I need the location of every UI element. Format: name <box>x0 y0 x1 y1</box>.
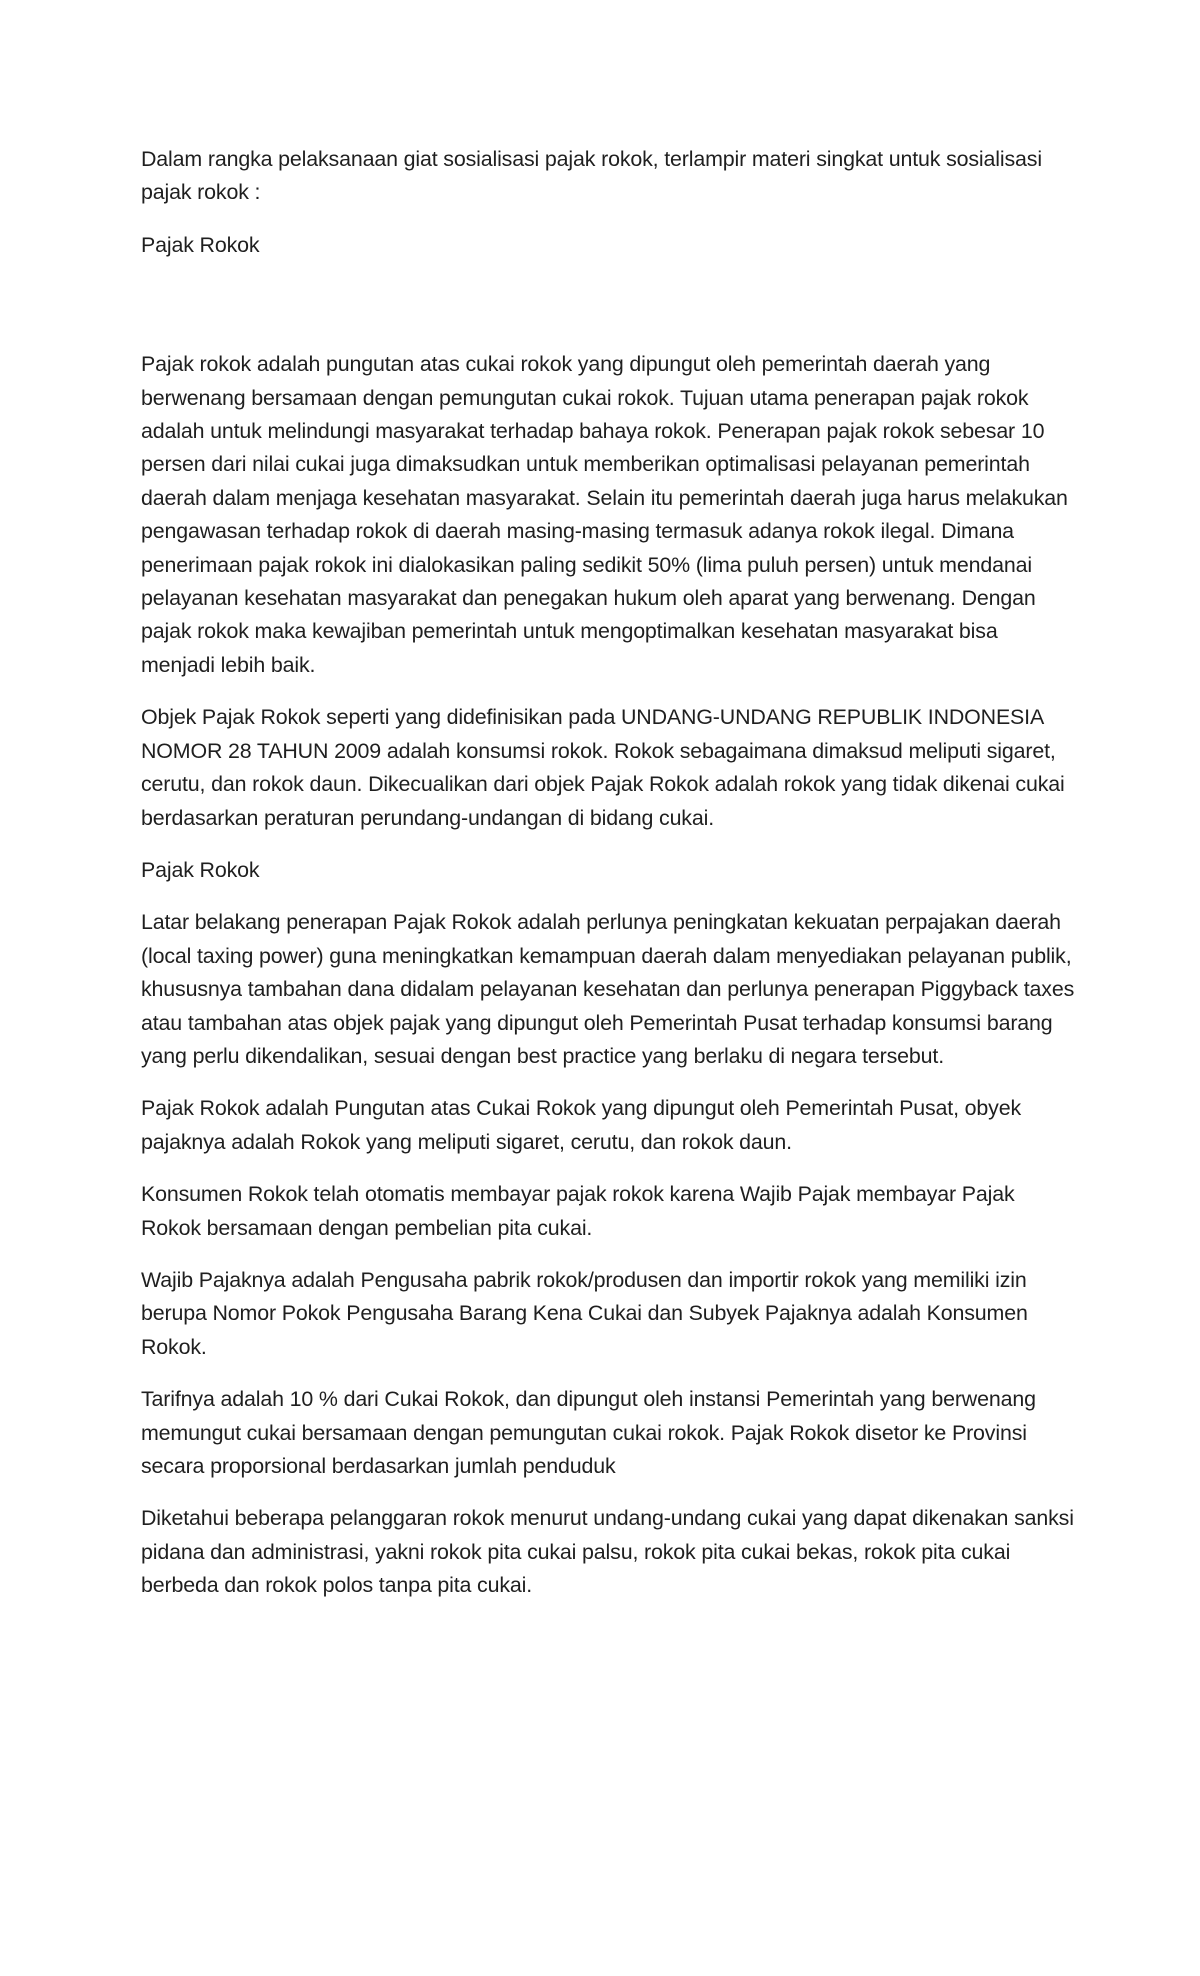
section-heading: Pajak Rokok <box>141 232 260 257</box>
body-paragraph: Tarifnya adalah 10 % dari Cukai Rokok, dan dipungut oleh instansi Pemerintah yang berwenang memungut cukai bersamaan dengan pemungutan cukai rokok. Pajak Rokok disetor ke Provinsi secara proporsional berdasarkan jumlah penduduk <box>141 1387 1036 1478</box>
body-paragraph: Wajib Pajaknya adalah Pengusaha pabrik rokok/produsen dan importir rokok yang memiliki izin berupa Nomor Pokok Pengusaha Barang Kena Cukai dan Subyek Pajaknya adalah Konsumen Rokok. <box>141 1267 1028 1359</box>
document-body <box>141 143 1076 1622</box>
body-paragraph: Diketahui beberapa pelanggaran rokok menurut undang-undang cukai yang dapat dikenakan sanksi pidana dan administrasi, yakni rokok pita cukai palsu, rokok pita cukai bekas, rokok pita cukai berbeda dan rokok polos tanpa pita cukai. <box>141 1506 1074 1598</box>
body-paragraph: Objek Pajak Rokok seperti yang didefinisikan pada UNDANG-UNDANG REPUBLIK INDONESIA NOMOR 28 TAHUN 2009 adalah konsumsi rokok. Rokok sebagaimana dimaksud meliputi sigaret, cerutu, dan rokok daun. Dikecualikan dari objek Pajak Rokok adalah rokok yang tidak dikenai cukai berdasarkan peraturan perundang-undangan di bidang cukai. <box>141 705 1065 830</box>
body-paragraph: Latar belakang penerapan Pajak Rokok adalah perlunya peningkatan kekuatan perpajakan daerah (local taxing power) guna meningkatkan kemampuan daerah dalam menyediakan pelayanan publik, khususnya tambahan dana didalam pelayanan kesehatan dan perlunya penerapan Piggyback taxes atau tambahan atas objek pajak yang dipungut oleh Pemerintah Pusat terhadap konsumsi barang yang perlu dikendalikan, sesuai dengan best practice yang berlaku di negara tersebut. <box>141 910 1075 1068</box>
intro-paragraph: Dalam rangka pelaksanaan giat sosialisasi pajak rokok, terlampir materi singkat untuk sosialisasi pajak rokok : <box>141 147 1042 205</box>
section-heading: Pajak Rokok <box>141 857 260 882</box>
body-paragraph: Pajak rokok adalah pungutan atas cukai rokok yang dipungut oleh pemerintah daerah yang berwenang bersamaan dengan pemungutan cukai rokok. Tujuan utama penerapan pajak rokok adalah untuk melindungi masyarakat terhadap bahaya rokok. Penerapan pajak rokok sebesar 10 persen dari nilai cukai juga dimaksudkan untuk memberikan optimalisasi pelayanan pemerintah daerah dalam menjaga kesehatan masyarakat. Selain itu pemerintah daerah juga harus melakukan pengawasan terhadap rokok di daerah masing-masing termasuk adanya rokok ilegal. Dimana penerimaan pajak rokok ini dialokasikan paling sedikit 50% (lima puluh persen) untuk mendanai pelayanan kesehatan masyarakat dan penegakan hukum oleh aparat yang berwenang. Dengan pajak rokok maka kewajiban pemerintah untuk mengoptimalkan kesehatan masyarakat bisa menjadi lebih baik. <box>141 352 1068 677</box>
body-paragraph: Konsumen Rokok telah otomatis membayar pajak rokok karena Wajib Pajak membayar Pajak Rokok bersamaan dengan pembelian pita cukai. <box>141 1182 1015 1240</box>
body-paragraph: Pajak Rokok adalah Pungutan atas Cukai Rokok yang dipungut oleh Pemerintah Pusat, obyek pajaknya adalah Rokok yang meliputi sigaret, cerutu, dan rokok daun. <box>141 1096 1021 1154</box>
